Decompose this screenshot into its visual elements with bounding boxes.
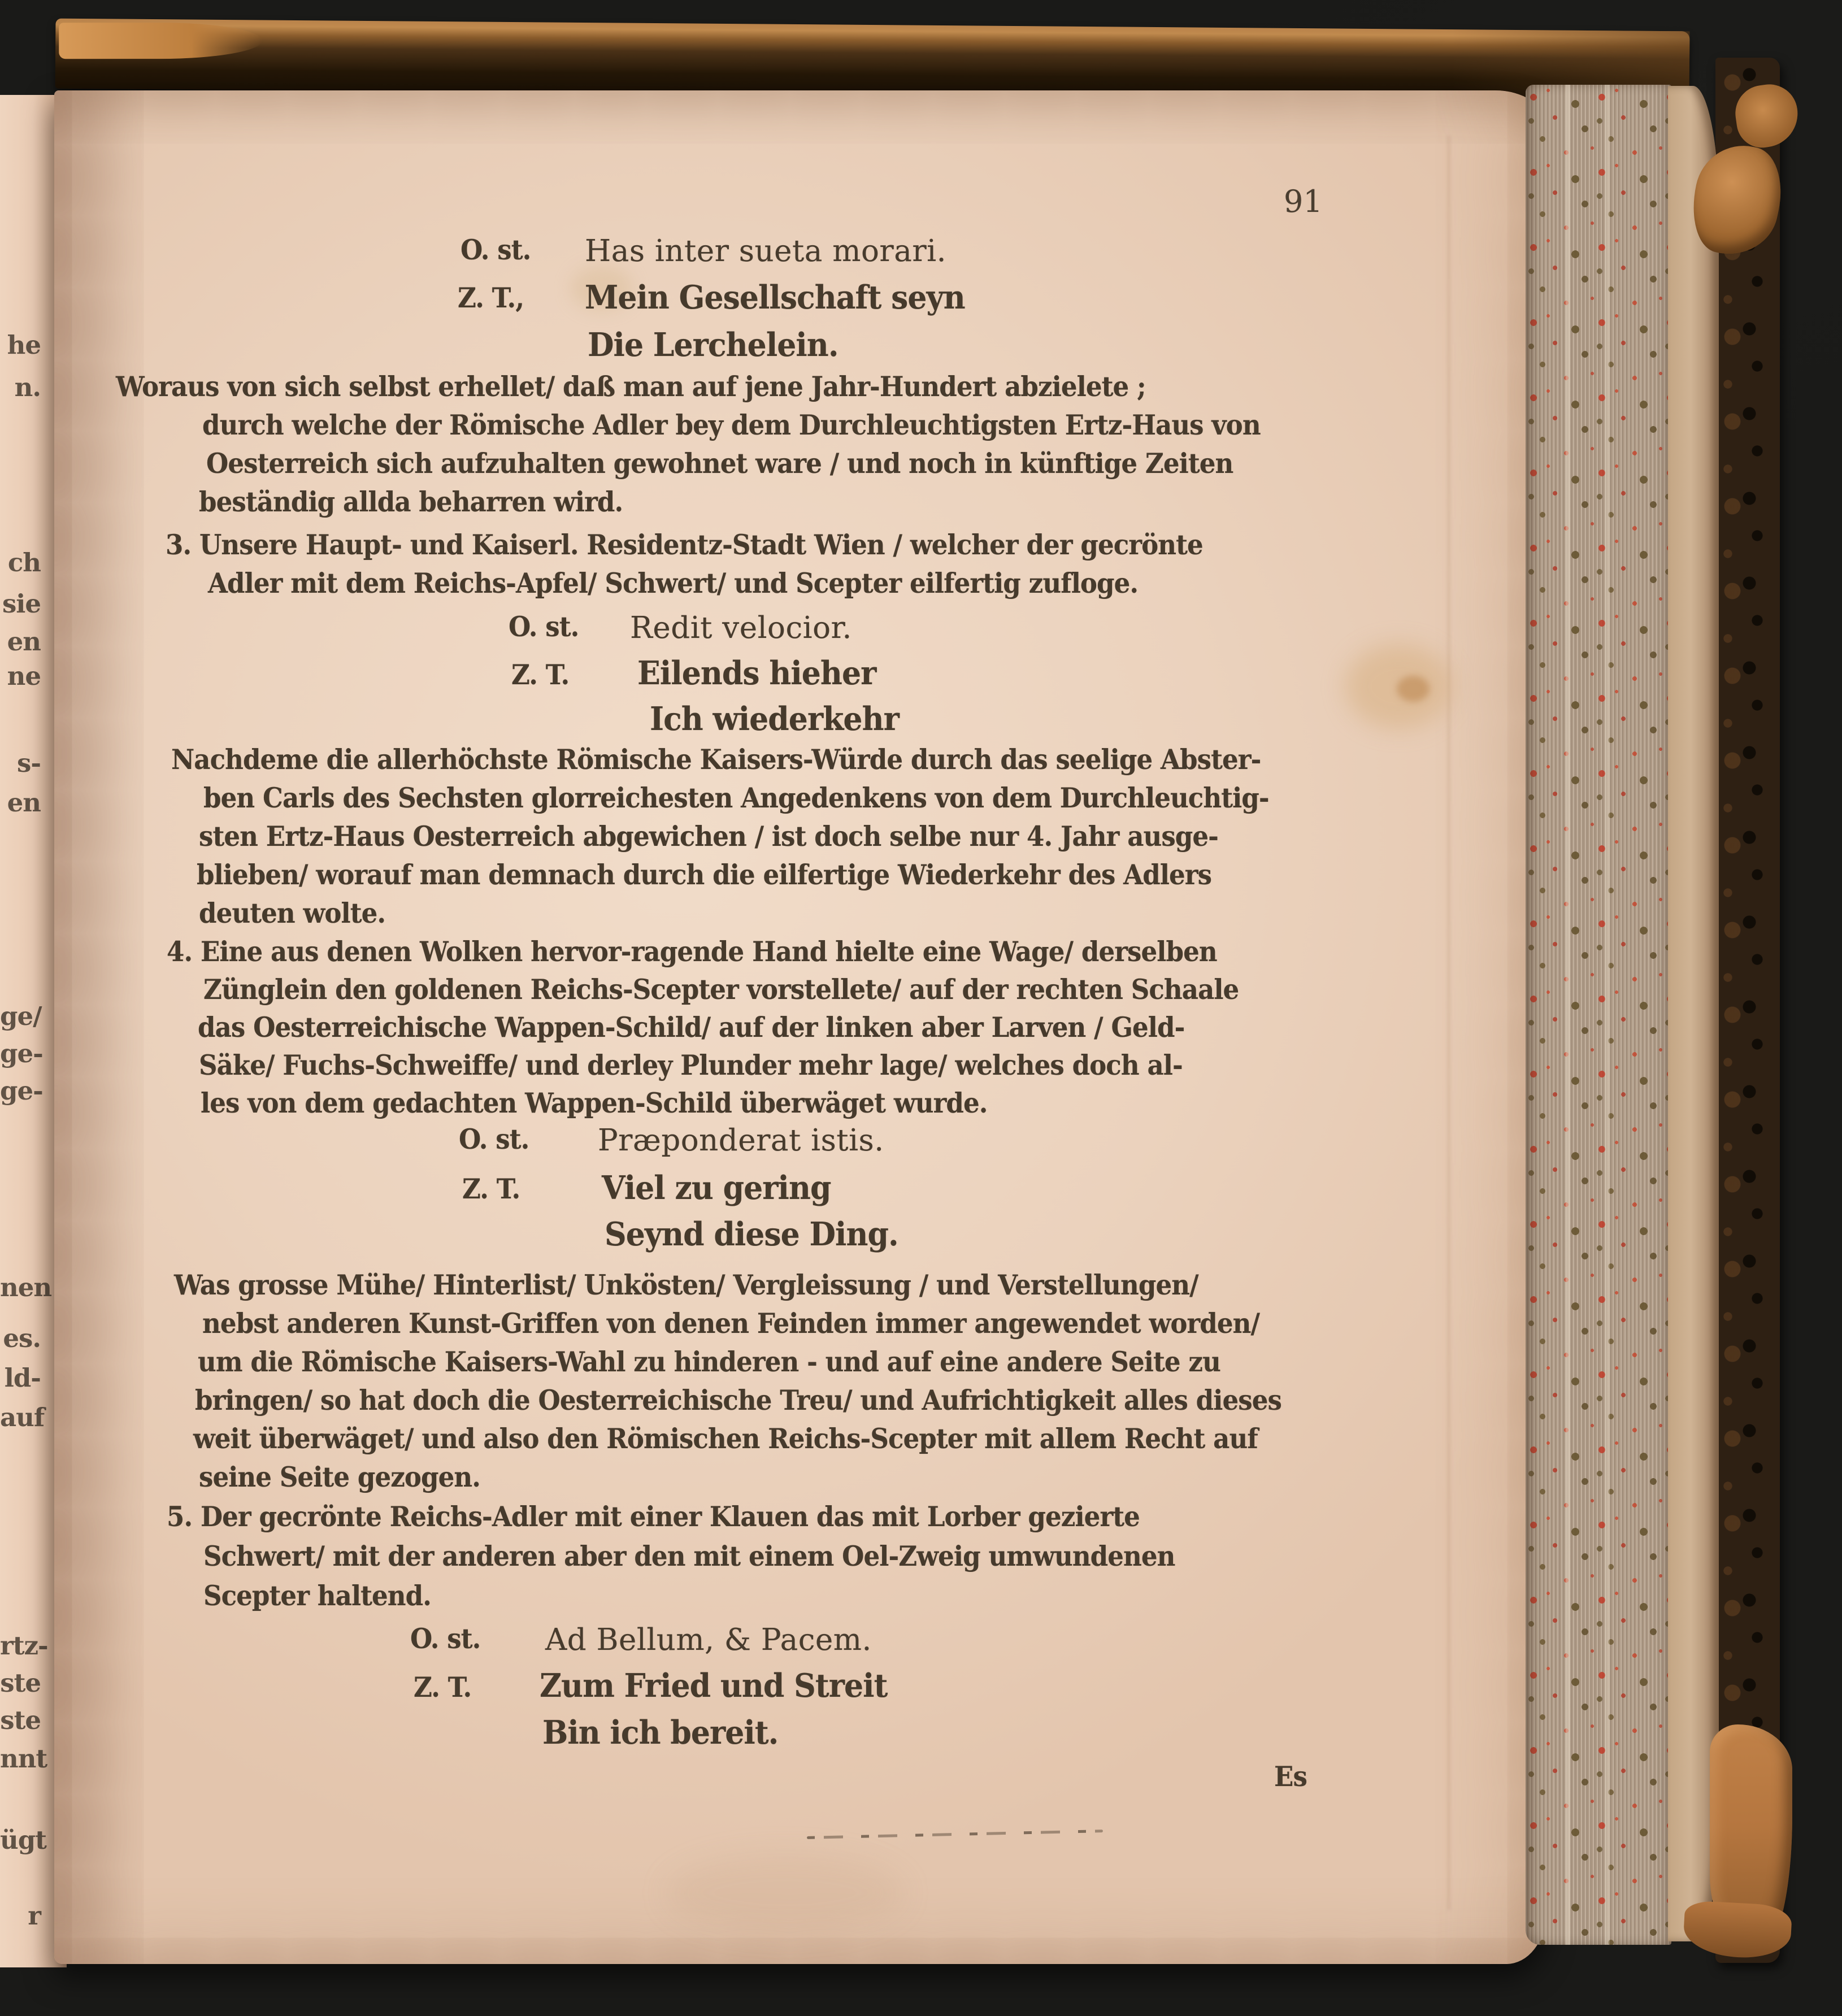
motto-verse: Zum Fried und Streit xyxy=(540,1667,888,1705)
motto-ost-label: O. st. xyxy=(460,233,531,266)
motto-verse: Bin ich bereit. xyxy=(542,1714,779,1752)
body-line: Nachdeme die allerhöchste Römische Kaisers-Würde durch das seelige Abster- xyxy=(171,743,1261,776)
motto-ost-label: O. st. xyxy=(459,1123,529,1155)
body-line: beständig allda beharren wird. xyxy=(199,485,623,518)
body-line: um die Römische Kaisers-Wahl zu hinderen - und auf eine andere Seite zu xyxy=(198,1345,1220,1378)
margin-fragment: ügt xyxy=(0,1825,46,1855)
motto-ost-label: O. st. xyxy=(410,1622,481,1655)
margin-fragment: nnt xyxy=(0,1744,47,1774)
motto-zt-label: Z. T., xyxy=(458,281,524,314)
page-number: 91 xyxy=(1284,184,1323,219)
margin-fragment: es. xyxy=(3,1323,41,1353)
motto-ost-label: O. st. xyxy=(509,610,579,643)
margin-fragment: en xyxy=(7,627,41,657)
margin-fragment: en xyxy=(7,788,41,818)
margin-fragment: ge- xyxy=(0,1076,43,1106)
margin-fragment: ste xyxy=(0,1705,41,1735)
motto-zt-label: Z. T. xyxy=(414,1671,472,1704)
body-line: Was grosse Mühe/ Hinterlist/ Unkösten/ Vergleissung / und Verstellungen/ xyxy=(174,1268,1198,1301)
margin-fragment: ste xyxy=(0,1668,41,1698)
body-line: Säke/ Fuchs-Schweiffe/ und derley Plunder mehr lage/ welches doch al- xyxy=(199,1049,1183,1081)
catchword: Es xyxy=(1274,1760,1307,1793)
motto-latin: Ad Bellum, & Pacem. xyxy=(545,1623,872,1657)
margin-fragment: auf xyxy=(0,1402,45,1432)
motto-zt-label: Z. T. xyxy=(462,1172,520,1205)
body-line: das Oesterreichische Wappen-Schild/ auf der linken aber Larven / Geld- xyxy=(198,1011,1185,1044)
margin-fragment: n. xyxy=(14,372,41,402)
body-line: Scepter haltend. xyxy=(203,1579,432,1612)
margin-fragment: he xyxy=(7,330,41,360)
motto-latin: Has inter sueta morari. xyxy=(585,234,946,268)
margin-fragment: s- xyxy=(16,748,41,778)
margin-fragment: ge- xyxy=(0,1039,43,1068)
motto-verse: Seynd diese Ding. xyxy=(605,1215,898,1253)
motto-latin: Redit velocior. xyxy=(630,611,852,645)
body-line: bringen/ so hat doch die Oesterreichische Treu/ und Aufrichtigkeit alles dieses xyxy=(195,1384,1281,1417)
motto-verse: Die Lerchelein. xyxy=(588,326,839,364)
margin-fragment: r xyxy=(28,1901,41,1931)
body-line: blieben/ worauf man demnach durch die eilfertige Wiederkehr des Adlers xyxy=(197,858,1212,891)
motto-zt-label: Z. T. xyxy=(511,658,570,691)
margin-fragment: rtz- xyxy=(0,1631,48,1661)
body-line: 4. Eine aus denen Wolken hervor-ragende Hand hielte eine Wage/ derselben xyxy=(167,935,1217,968)
body-line: Oesterreich sich aufzuhalten gewohnet ware / und noch in künftige Zeiten xyxy=(206,447,1233,480)
motto-verse: Mein Gesellschaft seyn xyxy=(585,279,965,316)
body-line: weit überwäget/ und also den Römischen Reichs-Scepter mit allem Recht auf xyxy=(193,1422,1258,1455)
body-line: deuten wolte. xyxy=(199,897,386,929)
margin-fragment: ge/ xyxy=(0,1001,42,1031)
body-line: sten Ertz-Haus Oesterreich abgewichen / ist doch selbe nur 4. Jahr ausge- xyxy=(199,820,1218,853)
body-line: Woraus von sich selbst erhellet/ daß man auf jene Jahr-Hundert abzielete ; xyxy=(116,370,1146,403)
body-line: durch welche der Römische Adler bey dem Durchleuchtigsten Ertz-Haus von xyxy=(202,409,1261,441)
body-line: ben Carls des Sechsten glorreichesten Angedenkens von dem Durchleuchtig- xyxy=(203,781,1269,814)
margin-fragment: ld- xyxy=(4,1363,41,1393)
motto-verse: Eilends hieher xyxy=(637,654,876,692)
body-line: 5. Der gecrönte Reichs-Adler mit einer Klauen das mit Lorber gezierte xyxy=(167,1500,1140,1533)
margin-fragment: nen xyxy=(0,1272,52,1302)
body-line: nebst anderen Kunst-Griffen von denen Feinden immer angewendet worden/ xyxy=(202,1307,1260,1340)
margin-fragment: sie xyxy=(2,589,41,619)
body-line: seine Seite gezogen. xyxy=(199,1461,481,1493)
margin-fragment: ne xyxy=(7,661,41,691)
body-line: Adler mit dem Reichs-Apfel/ Schwert/ und Scepter eilfertig zufloge. xyxy=(208,567,1139,599)
body-line: Schwert/ mit der anderen aber den mit einem Oel-Zweig umwundenen xyxy=(203,1540,1175,1572)
motto-latin: Præponderat istis. xyxy=(598,1123,884,1158)
motto-verse: Ich wiederkehr xyxy=(650,700,899,738)
margin-fragment: ch xyxy=(7,548,41,577)
body-line: 3. Unsere Haupt- und Kaiserl. Residentz-Stadt Wien / welcher der gecrönte xyxy=(166,528,1203,561)
motto-verse: Viel zu gering xyxy=(602,1169,831,1207)
body-line: Zünglein den goldenen Reichs-Scepter vorstellete/ auf der rechten Schaale xyxy=(203,973,1239,1006)
body-line: les von dem gedachten Wappen-Schild überwäget wurde. xyxy=(201,1087,988,1119)
